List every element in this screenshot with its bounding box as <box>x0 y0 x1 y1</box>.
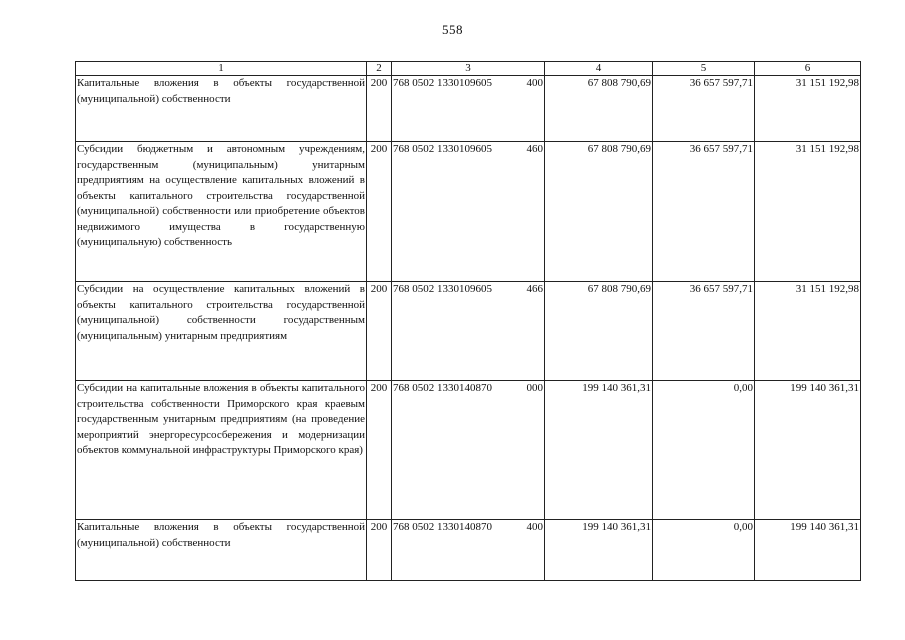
row-name: Субсидии на капитальные вложения в объекты капитального строительства собственности Приморского края краевым государственным унитарным предприятиям (на проведение мероприятий энергоресурсосбережения и модернизации объектов коммунальной инфраструктуры Приморского края) <box>76 381 367 520</box>
header-col-1: 1 <box>76 62 367 76</box>
row-name: Субсидии на осуществление капитальных вложений в объекты капитального строительства государственной (муниципальной) собственности государственным (муниципальным) унитарным предприятиям <box>76 282 367 381</box>
row-classification-code: 768 0502 1330140870 <box>393 382 492 394</box>
row-col6-value: 31 151 192,98 <box>755 76 861 142</box>
header-row <box>76 62 861 76</box>
row-name: Капитальные вложения в объекты государственной (муниципальной) собственности <box>76 520 367 581</box>
header-col-2: 2 <box>367 62 392 76</box>
row-expense-type: 000 <box>526 382 543 394</box>
row-col6-value: 199 140 361,31 <box>755 520 861 581</box>
table-row <box>76 381 861 520</box>
row-col6-value: 31 151 192,98 <box>755 282 861 381</box>
header-col-3: 3 <box>392 62 545 76</box>
row-expense-type: 400 <box>526 521 543 533</box>
table-row <box>76 142 861 282</box>
page-number: 558 <box>442 22 463 37</box>
header-col-6: 6 <box>755 62 861 76</box>
row-col4-value: 199 140 361,31 <box>545 520 653 581</box>
table-row <box>76 76 861 142</box>
row-line-code: 200 <box>367 76 392 142</box>
row-name: Субсидии бюджетным и автономным учреждениям, государственным (муниципальным) унитарным предприятиям на осуществление капитальных вложений в объекты капитального строительства государственной (муниципальной) собственности или приобретение объектов недвижимого имущества в государственную (муниципальную) собственность <box>76 142 367 282</box>
row-col6-value: 31 151 192,98 <box>755 142 861 282</box>
header-col-5: 5 <box>653 62 755 76</box>
row-budget-code <box>392 381 545 520</box>
row-classification-code: 768 0502 1330140870 <box>393 521 492 533</box>
row-classification-code: 768 0502 1330109605 <box>393 283 492 295</box>
header-col-4: 4 <box>545 62 653 76</box>
row-expense-type: 460 <box>526 143 543 155</box>
row-col6-value: 199 140 361,31 <box>755 381 861 520</box>
row-budget-code <box>392 76 545 142</box>
row-name: Капитальные вложения в объекты государственной (муниципальной) собственности <box>76 76 367 142</box>
row-line-code: 200 <box>367 142 392 282</box>
row-expense-type: 400 <box>526 77 543 89</box>
row-col5-value: 0,00 <box>653 381 755 520</box>
row-budget-code <box>392 282 545 381</box>
row-expense-type: 466 <box>526 283 543 295</box>
row-col4-value: 67 808 790,69 <box>545 142 653 282</box>
row-col5-value: 36 657 597,71 <box>653 76 755 142</box>
row-classification-code: 768 0502 1330109605 <box>393 77 492 89</box>
row-col4-value: 67 808 790,69 <box>545 76 653 142</box>
row-line-code: 200 <box>367 282 392 381</box>
row-col5-value: 36 657 597,71 <box>653 142 755 282</box>
table-row <box>76 520 861 581</box>
row-budget-code <box>392 520 545 581</box>
row-col4-value: 199 140 361,31 <box>545 381 653 520</box>
row-classification-code: 768 0502 1330109605 <box>393 143 492 155</box>
budget-table <box>75 61 861 581</box>
row-budget-code <box>392 142 545 282</box>
row-col5-value: 0,00 <box>653 520 755 581</box>
row-line-code: 200 <box>367 520 392 581</box>
row-col4-value: 67 808 790,69 <box>545 282 653 381</box>
table-row <box>76 282 861 381</box>
row-line-code: 200 <box>367 381 392 520</box>
row-col5-value: 36 657 597,71 <box>653 282 755 381</box>
